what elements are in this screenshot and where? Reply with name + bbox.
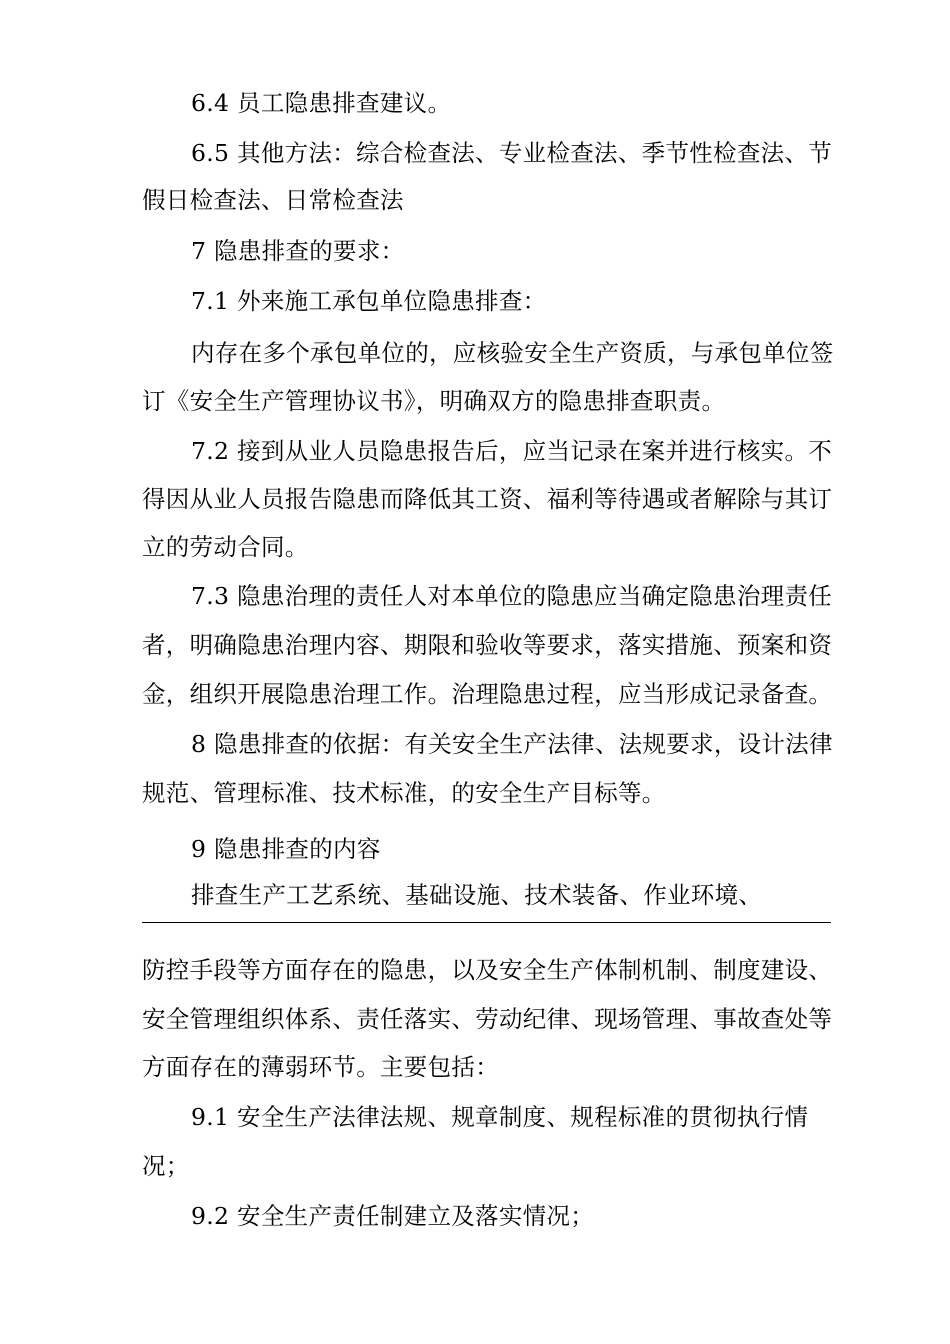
page-divider — [142, 922, 831, 923]
paragraph-7-2-line-1: 7.2 接到从业人员隐患报告后，应当记录在案并进行核实。不 — [191, 437, 833, 465]
heading-7: 7 隐患排查的要求： — [191, 237, 405, 265]
heading-7-1: 7.1 外来施工承包单位隐患排查： — [191, 287, 547, 315]
paragraph-7-2-line-3: 立的劳动合同。 — [142, 533, 309, 561]
paragraph-6-4: 6.4 员工隐患排查建议。 — [191, 89, 452, 117]
paragraph-9-intro-line-1: 排查生产工艺系统、基础设施、技术装备、作业环境、 — [191, 881, 763, 909]
paragraph-9-1-line-2: 况； — [142, 1152, 190, 1180]
paragraph-8-line-2: 规范、管理标准、技术标准，的安全生产目标等。 — [142, 779, 666, 807]
paragraph-7-3-line-3: 金，组织开展隐患治理工作。治理隐患过程，应当形成记录备查。 — [142, 680, 833, 708]
paragraph-contractor-line-1: 内存在多个承包单位的，应核验安全生产资质，与承包单位签 — [191, 339, 834, 367]
paragraph-9-intro-line-2: 防控手段等方面存在的隐患，以及安全生产体制机制、制度建设、 — [142, 956, 833, 984]
paragraph-6-5-line-1: 6.5 其他方法：综合检查法、专业检查法、季节性检查法、节 — [191, 139, 833, 167]
paragraph-9-1-line-1: 9.1 安全生产法律法规、规章制度、规程标准的贯彻执行情 — [191, 1103, 809, 1131]
paragraph-9-intro-line-4: 方面存在的薄弱环节。主要包括： — [142, 1053, 499, 1081]
paragraph-9-intro-line-3: 安全管理组织体系、责任落实、劳动纪律、现场管理、事故查处等 — [142, 1005, 833, 1033]
paragraph-7-2-line-2: 得因从业人员报告隐患而降低其工资、福利等待遇或者解除与其订 — [142, 485, 833, 513]
paragraph-9-2: 9.2 安全生产责任制建立及落实情况； — [191, 1202, 595, 1230]
paragraph-contractor-line-2: 订《安全生产管理协议书》，明确双方的隐患排查职责。 — [142, 387, 726, 415]
paragraph-8-line-1: 8 隐患排查的依据：有关安全生产法律、法规要求，设计法律 — [191, 730, 833, 758]
heading-9: 9 隐患排查的内容 — [191, 835, 381, 863]
paragraph-7-3-line-2: 者，明确隐患治理内容、期限和验收等要求，落实措施、预案和资 — [142, 631, 833, 659]
paragraph-7-3-line-1: 7.3 隐患治理的责任人对本单位的隐患应当确定隐患治理责任 — [191, 582, 833, 610]
paragraph-6-5-line-2: 假日检查法、日常检查法 — [142, 186, 404, 214]
